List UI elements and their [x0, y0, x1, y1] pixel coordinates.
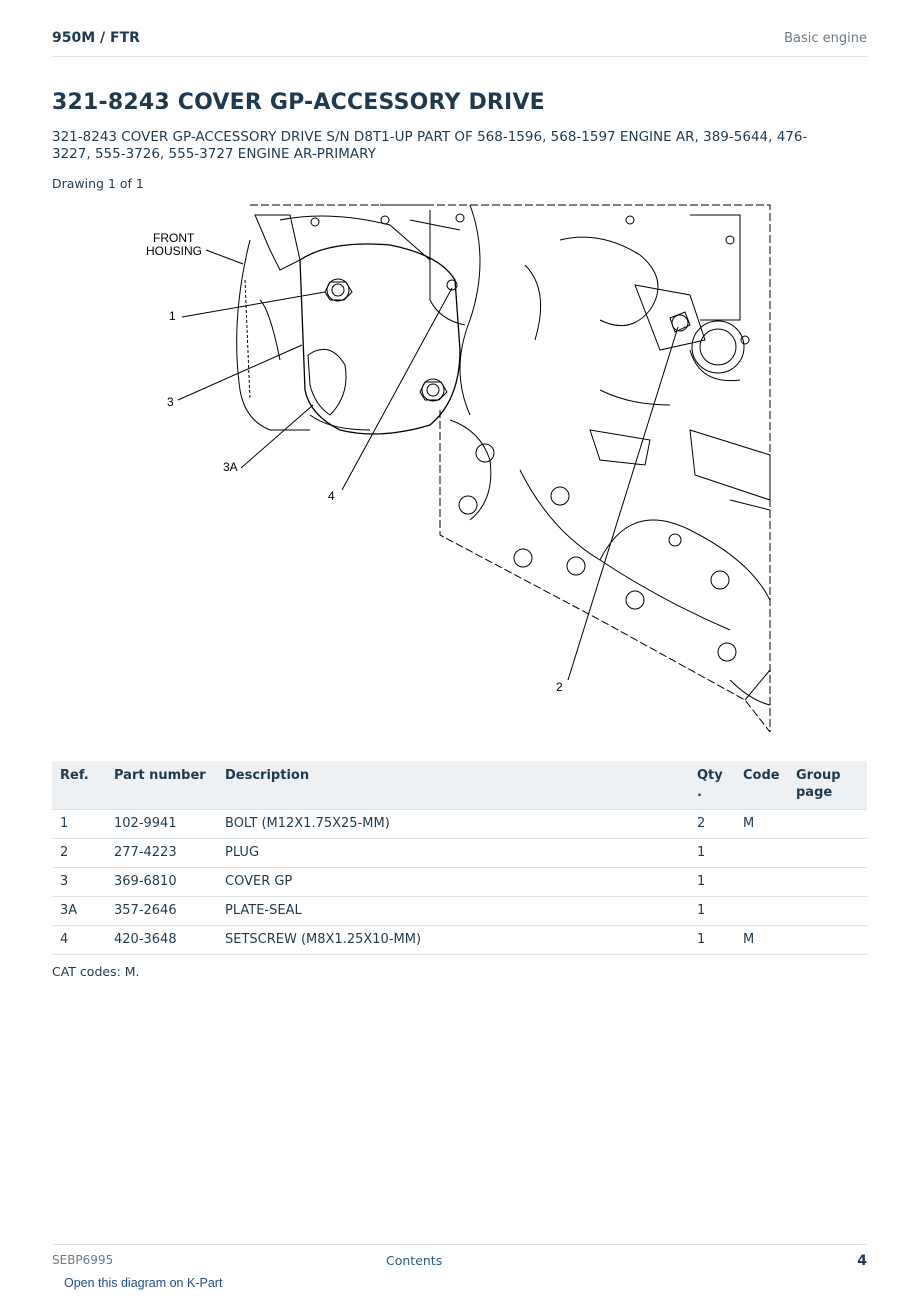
cell-qty: 1 — [689, 926, 735, 955]
cell-group-page — [788, 810, 867, 839]
cell-part-number[interactable]: 369-6810 — [106, 868, 217, 897]
callout-front-housing-2: HOUSING — [146, 244, 203, 258]
col-code: Code — [735, 761, 788, 810]
cell-ref: 3A — [52, 897, 106, 926]
kpart-diagram-link[interactable]: Open this diagram on K-Part — [64, 1276, 223, 1290]
callout-2: 2 — [556, 680, 563, 694]
col-qty: Qty . — [689, 761, 735, 810]
page-footer — [52, 1244, 867, 1275]
cell-part-number[interactable]: 420-3648 — [106, 926, 217, 955]
cell-qty: 1 — [689, 839, 735, 868]
cell-qty: 1 — [689, 897, 735, 926]
table-row — [52, 839, 867, 868]
cell-code: M — [735, 810, 788, 839]
cell-qty: 2 — [689, 810, 735, 839]
cell-code — [735, 839, 788, 868]
cell-qty: 1 — [689, 868, 735, 897]
parts-diagram[interactable] — [130, 200, 780, 738]
cell-code: M — [735, 926, 788, 955]
callout-3a: 3A — [223, 460, 238, 474]
cell-group-page — [788, 839, 867, 868]
section-name: Basic engine — [784, 31, 867, 46]
col-description: Description — [217, 761, 689, 810]
cell-ref: 1 — [52, 810, 106, 839]
cell-ref: 2 — [52, 839, 106, 868]
page-title: 321-8243 COVER GP-ACCESSORY DRIVE — [52, 90, 545, 115]
table-header-row — [52, 761, 867, 810]
col-ref: Ref. — [52, 761, 106, 810]
cell-code — [735, 897, 788, 926]
cell-part-number[interactable]: 357-2646 — [106, 897, 217, 926]
callout-1: 1 — [169, 309, 176, 323]
document-id: SEBP6995 — [52, 1253, 114, 1267]
cell-description: PLATE-SEAL — [217, 897, 689, 926]
drawing-label: Drawing 1 of 1 — [52, 176, 144, 191]
col-part-number: Part number — [106, 761, 217, 810]
cat-codes-note: CAT codes: M. — [52, 964, 140, 979]
cell-group-page — [788, 926, 867, 955]
col-group-page: Group page — [788, 761, 867, 810]
table-row — [52, 926, 867, 955]
cell-part-number[interactable]: 102-9941 — [106, 810, 217, 839]
table-row — [52, 810, 867, 839]
cell-ref: 4 — [52, 926, 106, 955]
breadcrumb[interactable]: 950M / FTR — [52, 30, 140, 46]
callout-front-housing-1: FRONT — [153, 231, 195, 245]
cell-part-number[interactable]: 277-4223 — [106, 839, 217, 868]
cell-code — [735, 868, 788, 897]
parts-diagram-svg — [130, 200, 780, 738]
callout-3: 3 — [167, 395, 174, 409]
cell-description: COVER GP — [217, 868, 689, 897]
cell-group-page — [788, 897, 867, 926]
page-subtitle: 321-8243 COVER GP-ACCESSORY DRIVE S/N D8T1-UP PART OF 568-1596, 568-1597 ENGINE AR, 389-5644, 476-3227, 555-3726, 555-3727 ENGINE AR-PRIMARY — [52, 129, 808, 162]
page-number: 4 — [857, 1253, 867, 1269]
table-row — [52, 897, 867, 926]
cell-ref: 3 — [52, 868, 106, 897]
parts-table — [52, 761, 867, 955]
contents-link[interactable]: Contents — [386, 1253, 443, 1268]
cell-group-page — [788, 868, 867, 897]
callout-4: 4 — [328, 489, 335, 503]
cell-description: SETSCREW (M8X1.25X10-MM) — [217, 926, 689, 955]
cell-description: BOLT (M12X1.75X25-MM) — [217, 810, 689, 839]
cell-description: PLUG — [217, 839, 689, 868]
page-header — [52, 28, 867, 57]
table-row — [52, 868, 867, 897]
